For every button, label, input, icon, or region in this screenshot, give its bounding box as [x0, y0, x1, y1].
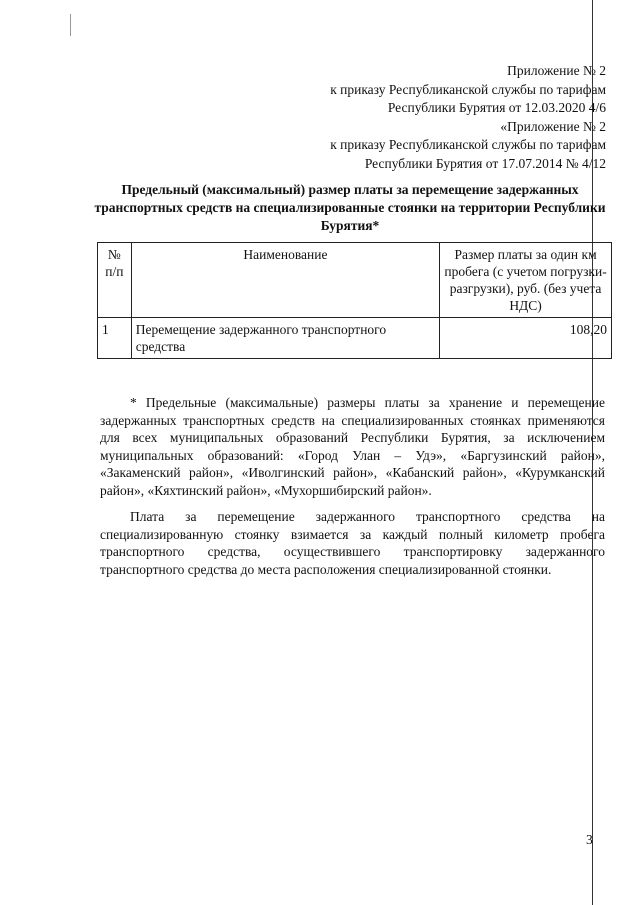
header-line: Республики Бурятия от 17.07.2014 № 4/12 [364, 155, 606, 171]
scan-mark-artifact [70, 14, 71, 36]
appendix-header [186, 62, 606, 173]
header-cell-price: Размер платы за один км пробега (с учетом погрузки-разгрузки), руб. (без учета НДС) [440, 243, 612, 318]
table-header-row [98, 243, 612, 318]
cell-name: Перемещение задержанного транспортного средства [131, 318, 439, 359]
cell-number: 1 [98, 318, 132, 359]
fee-rule-paragraph: Плата за перемещение задержанного транспортного средства на специализированную стоянку взимается за каждый полный километр пробега транспортного средства, осуществившего транспортировку задержанного транспортного средства до места расположения специализированной стоянки. [100, 509, 605, 577]
header-line: Приложение № 2 [507, 63, 606, 78]
footnote-paragraph: * Предельные (максимальные) размеры платы за хранение и перемещение задержанных транспортных средств на специализированных стоянках применяются для всех муниципальных образований Республики Бурятия, за исключением муниципальных образований: «Город Улан – Удэ», «Баргузинский район», «Закаменский район», «Иволгинский район», «Кабанский район», «Курумканский район», «Кяхтинский район», «Мухоршибирский район». [100, 395, 605, 498]
fee-table [97, 242, 612, 359]
page-number: 3 [586, 832, 593, 847]
header-line: «Приложение № 2 [500, 118, 606, 134]
header-line: к приказу Республиканской службы по тарифам [330, 137, 606, 152]
table-row [98, 318, 612, 359]
document-title: Предельный (максимальный) размер платы за перемещение задержанных транспортных средств на специализированные стоянки на территории Республики Бурятия* [94, 182, 606, 233]
header-cell-number: № п/п [98, 243, 132, 318]
header-cell-name: Наименование [131, 243, 439, 318]
header-line: Республики Бурятия от 12.03.2020 4/6 [387, 100, 606, 115]
header-line: к приказу Республиканской службы по тарифам [330, 81, 606, 97]
notes-section [100, 394, 605, 578]
cell-price: 108,20 [440, 318, 612, 359]
